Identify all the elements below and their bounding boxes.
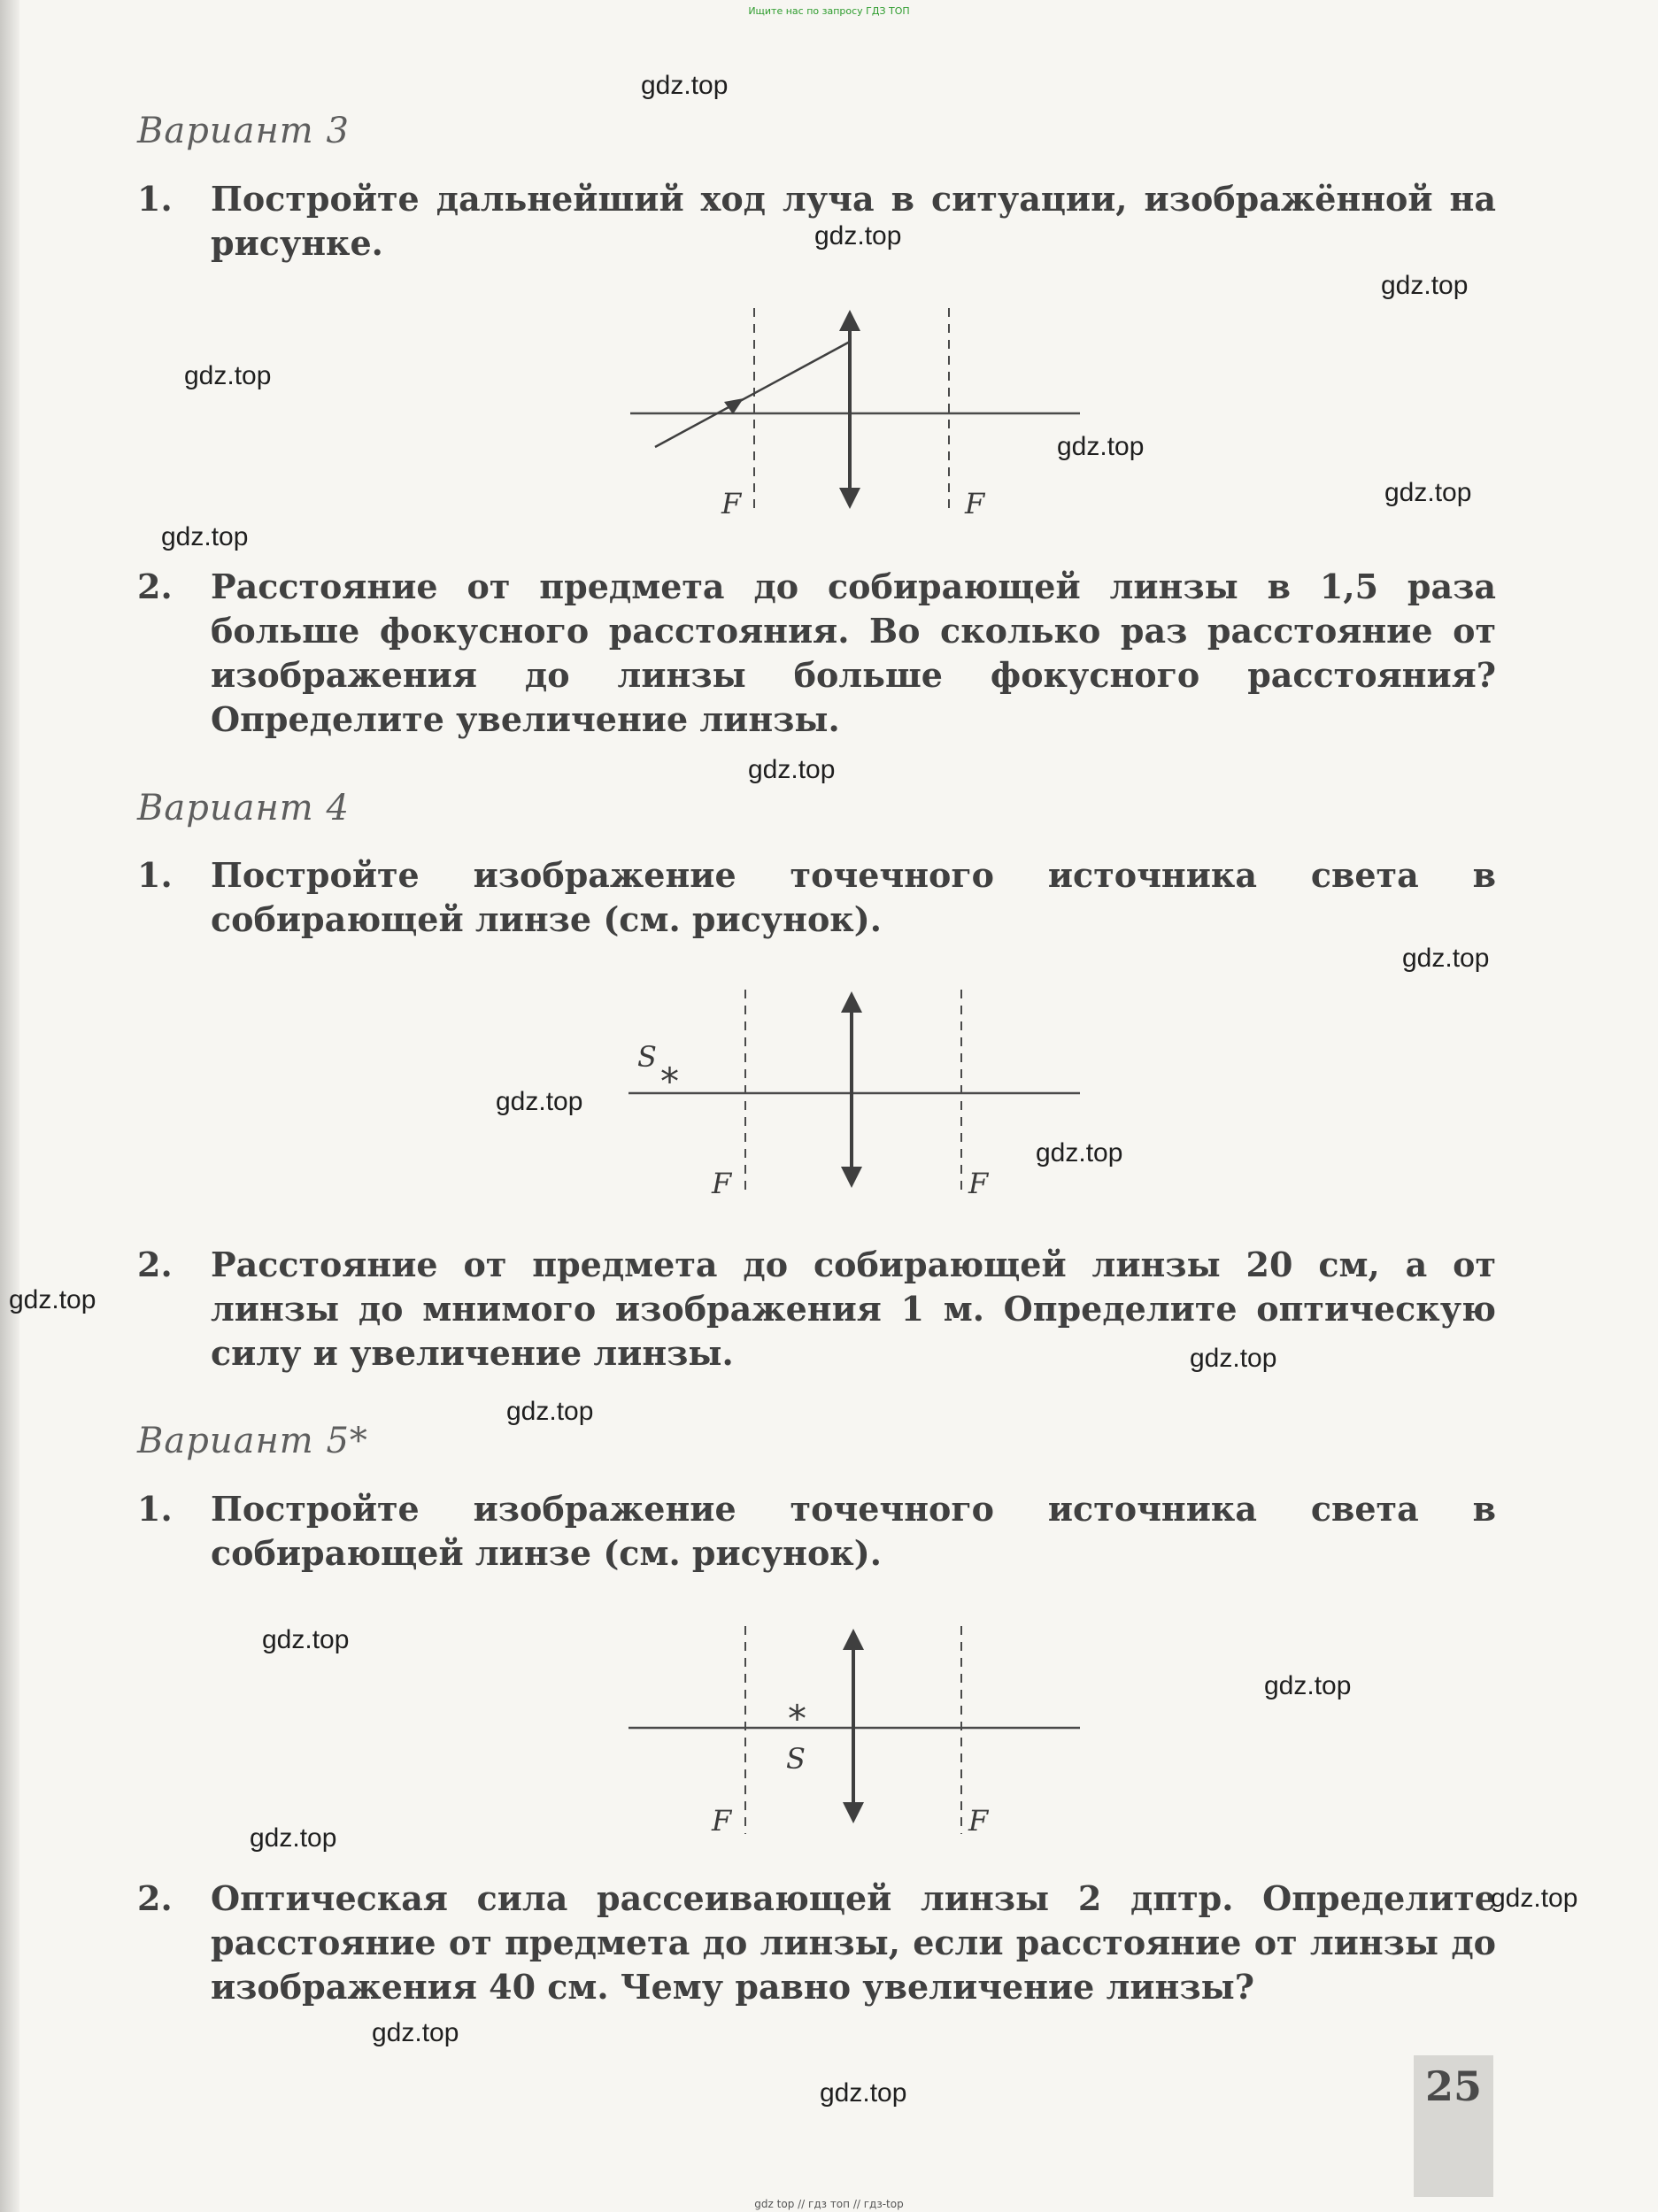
lens-arrow-down — [839, 488, 860, 509]
task-number: 1. — [137, 179, 173, 219]
task-number: 2. — [137, 566, 173, 606]
watermark: gdz.top — [372, 2018, 459, 2047]
focus-label-right: F — [968, 1804, 989, 1838]
variant-3-lens-figure — [620, 301, 1098, 531]
focus-label-right: F — [968, 1167, 989, 1200]
task-number: 1. — [137, 1489, 173, 1529]
lens-arrow-down — [841, 1167, 862, 1188]
focus-label-left: F — [721, 487, 742, 520]
focus-label-left: F — [712, 1167, 732, 1200]
variant-4-title: Вариант 4 — [137, 788, 350, 829]
variant-5-lens-figure — [620, 1622, 1098, 1852]
watermark: gdz.top — [1381, 271, 1469, 300]
variant-3-task-2 — [137, 565, 1496, 742]
watermark: gdz.top — [1491, 1884, 1578, 1913]
watermark: gdz.top — [496, 1087, 583, 1116]
watermark: gdz.top — [9, 1285, 96, 1314]
task-text: Расстояние от предмета до собирающей линзы 20 см, а от линзы до мнимого изображения 1 м. Определите оптическую силу и увеличение линзы. — [211, 1245, 1496, 1373]
task-text: Постройте дальнейший ход луча в ситуации, изображённой на рисунке. — [211, 179, 1496, 263]
lens-arrow-up — [843, 1629, 864, 1650]
focus-label-right: F — [965, 487, 985, 520]
watermark: gdz.top — [814, 221, 902, 250]
watermark: gdz.top — [820, 2078, 907, 2108]
watermark: gdz.top — [1402, 944, 1490, 973]
variant-3-title: Вариант 3 — [137, 111, 350, 151]
point-source-asterisk: * — [788, 1697, 806, 1740]
bottom-note: gdz top // гдз топ // гдз-top — [754, 2198, 904, 2210]
task-text: Постройте изображение точечного источника света в собирающей линзе (см. рисунок). — [211, 1489, 1496, 1573]
watermark: gdz.top — [1036, 1138, 1123, 1168]
watermark: gdz.top — [1057, 432, 1145, 461]
focus-label-left: F — [712, 1804, 732, 1838]
ray-direction-arrow — [724, 398, 744, 414]
watermark: gdz.top — [262, 1625, 350, 1654]
task-text: Оптическая сила рассеивающей линзы 2 дптр. Определите расстояние от предмета до линзы, если расстояние от линзы до изображения 40 см. Чему равно увеличение линзы? — [211, 1878, 1496, 2007]
lens-arrow-up — [839, 310, 860, 331]
task-number: 1. — [137, 855, 173, 895]
watermark: gdz.top — [184, 361, 272, 390]
watermark: gdz.top — [161, 522, 249, 551]
task-text: Расстояние от предмета до собирающей линзы в 1,5 раза больше фокусного расстояния. Во сколько раз расстояние от изображения до линзы больше фокусного расстояния? Определите увеличение линзы. — [211, 566, 1496, 739]
lens-arrow-up — [841, 991, 862, 1013]
source-label: S — [786, 1742, 806, 1776]
page-edge-shadow — [0, 0, 19, 2212]
watermark: gdz.top — [1384, 478, 1472, 507]
watermark: gdz.top — [506, 1397, 594, 1426]
task-number: 2. — [137, 1245, 173, 1284]
variant-4-task-2 — [137, 1243, 1496, 1376]
incident-ray — [655, 342, 850, 447]
watermark: gdz.top — [641, 71, 729, 100]
task-text: Постройте изображение точечного источника света в собирающей линзе (см. рисунок). — [211, 855, 1496, 939]
watermark: gdz.top — [1264, 1671, 1352, 1700]
page-number: 25 — [1424, 2062, 1482, 2110]
variant-5-task-2 — [137, 1877, 1496, 2009]
task-number: 2. — [137, 1878, 173, 1918]
variant-5-task-1 — [137, 1487, 1496, 1576]
variant-4-task-1 — [137, 853, 1496, 942]
point-source-asterisk: * — [660, 1060, 679, 1103]
watermark: gdz.top — [250, 1823, 337, 1853]
watermark: gdz.top — [748, 755, 836, 784]
watermark: gdz.top — [1190, 1344, 1277, 1373]
variant-5-title: Вариант 5* — [137, 1421, 368, 1461]
variant-4-lens-figure — [620, 983, 1098, 1213]
top-search-note: Ищите нас по запросу ГДЗ ТОП — [748, 5, 910, 17]
source-label: S — [637, 1040, 657, 1074]
lens-arrow-down — [843, 1802, 864, 1823]
